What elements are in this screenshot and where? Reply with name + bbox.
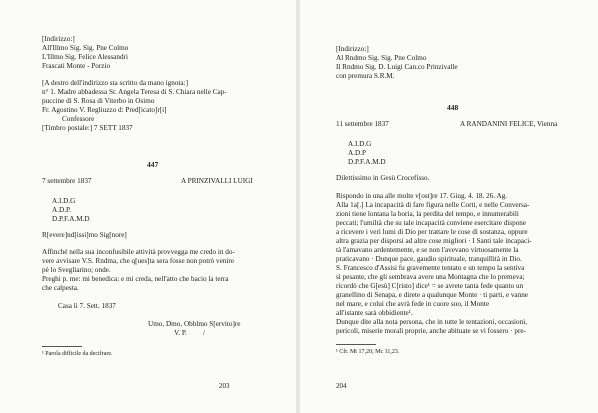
address-line: Frascati Monte - Porzio bbox=[42, 62, 111, 70]
body-line: Alla 1a[.] La incapacità di fare figura nelle Corti, e nelle Conversa- bbox=[336, 201, 530, 209]
body-line: altra grazia per disporsi ad altre cose migliori · I Santi tale incapaci- bbox=[336, 237, 532, 245]
letter-recipient: A RANDANINI FELICE, Vienna bbox=[460, 120, 558, 128]
footnote-rule bbox=[42, 346, 82, 347]
address-line: L'Illmo Sig. Felice Alessandri bbox=[42, 53, 128, 61]
footnote-rule bbox=[336, 344, 376, 345]
abbreviation: D.P.F.A.M.D bbox=[52, 215, 90, 223]
address-line: con premura S.R.M. bbox=[336, 72, 395, 80]
footnote: ¹ Cfr. Mt 17,20; Mc 11,23. bbox=[336, 349, 400, 355]
left-page bbox=[0, 0, 296, 413]
signature: V. P. bbox=[174, 329, 187, 337]
note-line: [Timbro postale:] 7 SETT 1837 bbox=[42, 124, 133, 132]
note-line: [A destro dell'indirizzo sta scritto da mano ignota:] bbox=[42, 79, 189, 87]
body-line: ricordò che G[esù] C[risto] dice¹ = se avrete tanta fede quanto un bbox=[336, 282, 524, 290]
body-line: praticavano · Dunque pace, gaudio spirituale, tranquillità in Dio. bbox=[336, 255, 522, 263]
body-line: tà l'amavano ardentemente, e se non l'avevano virtuosamente la bbox=[336, 246, 519, 254]
note-line: puccine di S. Rosa di Viterbo in Osimo bbox=[42, 97, 155, 105]
body-line: pè lo Svegliarino; onde. bbox=[42, 266, 111, 274]
salutation: R[evere]nd[issi]mo Sig[nore] bbox=[42, 231, 127, 239]
place-date: Casa li 7. Sett. 1837 bbox=[58, 302, 116, 310]
body-line: a ricevere i veri lumi di Dio per trattare le cose di sostanza, oppure bbox=[336, 228, 528, 236]
address-line: All'Illmo Sig. Sig. Pne Colmo bbox=[42, 44, 129, 52]
letter-recipient: A PRINZIVALLI LUIGI bbox=[181, 177, 253, 185]
body-line: granellino di Senapa, e direte a qualunque Monte · ti parti, e vanne bbox=[336, 291, 528, 299]
closing: Umo, Dmo, Obblmo S[ervito]re bbox=[148, 320, 241, 328]
body-line: Preghi p. me: mi benedica: e mi creda, nell'atto che bacio la terra bbox=[42, 275, 229, 283]
note-line: Fr. Agostino V. Regliuzzo d: Pred[icato]r[i] bbox=[42, 106, 167, 114]
body-line: nel mare, e colui che avrà fede in cuore suo, il Monte bbox=[336, 300, 490, 308]
letter-number: 448 bbox=[447, 103, 459, 112]
abbreviation: A.I.D.G bbox=[52, 197, 76, 205]
body-line: S. Francesco d'Assisi fu gravemente tentato e un tempo la sentiva bbox=[336, 264, 525, 272]
letter-date: 7 settembre 1837 bbox=[42, 177, 92, 185]
body-line: all'istante sarà obbidiente¹. bbox=[336, 309, 413, 317]
body-line: Dunque dite alla nota persona, che in tutte le tentazioni, occasioni, bbox=[336, 318, 528, 326]
note-line: n° 1. Madre abbadessa Sr. Angela Teresa di S. Chiara nelle Cap- bbox=[42, 88, 227, 96]
address-line: [Indirizzo:] bbox=[42, 35, 75, 43]
abbreviation: D.P.F.A.M.D bbox=[348, 158, 386, 166]
body-line: pericoli, miserie morali proprie, anche abituate se vi fossero · pre- bbox=[336, 327, 526, 335]
abbreviation: A.D.P. bbox=[52, 206, 71, 214]
body-line: peccati; l'umiltà che su tale incapacità conviene esercitare dispone bbox=[336, 219, 527, 227]
body-line: Rispondo in una alle molte v[ost]re 17. Giug. 4. 18. 26. Ag. bbox=[336, 192, 508, 200]
address-line: [Indirizzo:] bbox=[336, 45, 369, 53]
body-line: Affinché nella sua inconfusibile attività provvegga me credo in do- bbox=[42, 248, 235, 256]
body-line: sì pesante, che gli sembrava avere una Montagna che lo premeva; bbox=[336, 273, 525, 281]
right-page bbox=[300, 0, 598, 413]
body-line: che calpesta. bbox=[42, 284, 79, 292]
letter-number: 447 bbox=[147, 160, 159, 169]
address-line: Il Rndmo Sig. D. Luigi Can.co Prinzivalle bbox=[336, 63, 458, 71]
abbreviation: A.D.P bbox=[348, 149, 366, 157]
abbreviation: A.I.D.G bbox=[348, 140, 372, 148]
footnote: ¹ Parola difficile da decifrare. bbox=[42, 351, 113, 357]
letter-date: 11 settembre 1837 bbox=[336, 120, 389, 128]
note-line: Confessore bbox=[62, 115, 95, 123]
signature-mark: / bbox=[203, 329, 205, 337]
address-line: Al Rndmo Sig. Sig. Pne Colmo bbox=[336, 54, 427, 62]
body-line: zioni tiene lontana la boria, la perdita del tempo, e innumerabili bbox=[336, 210, 519, 218]
body-line: vere avvisare V.S. Rndma, che q[ues]ta sera fosse non potrò venire bbox=[42, 257, 234, 265]
page-number: 204 bbox=[336, 382, 347, 390]
salutation: Dilettissimo in Gesù Crocefisso. bbox=[336, 174, 430, 182]
page-number: 203 bbox=[219, 382, 230, 390]
